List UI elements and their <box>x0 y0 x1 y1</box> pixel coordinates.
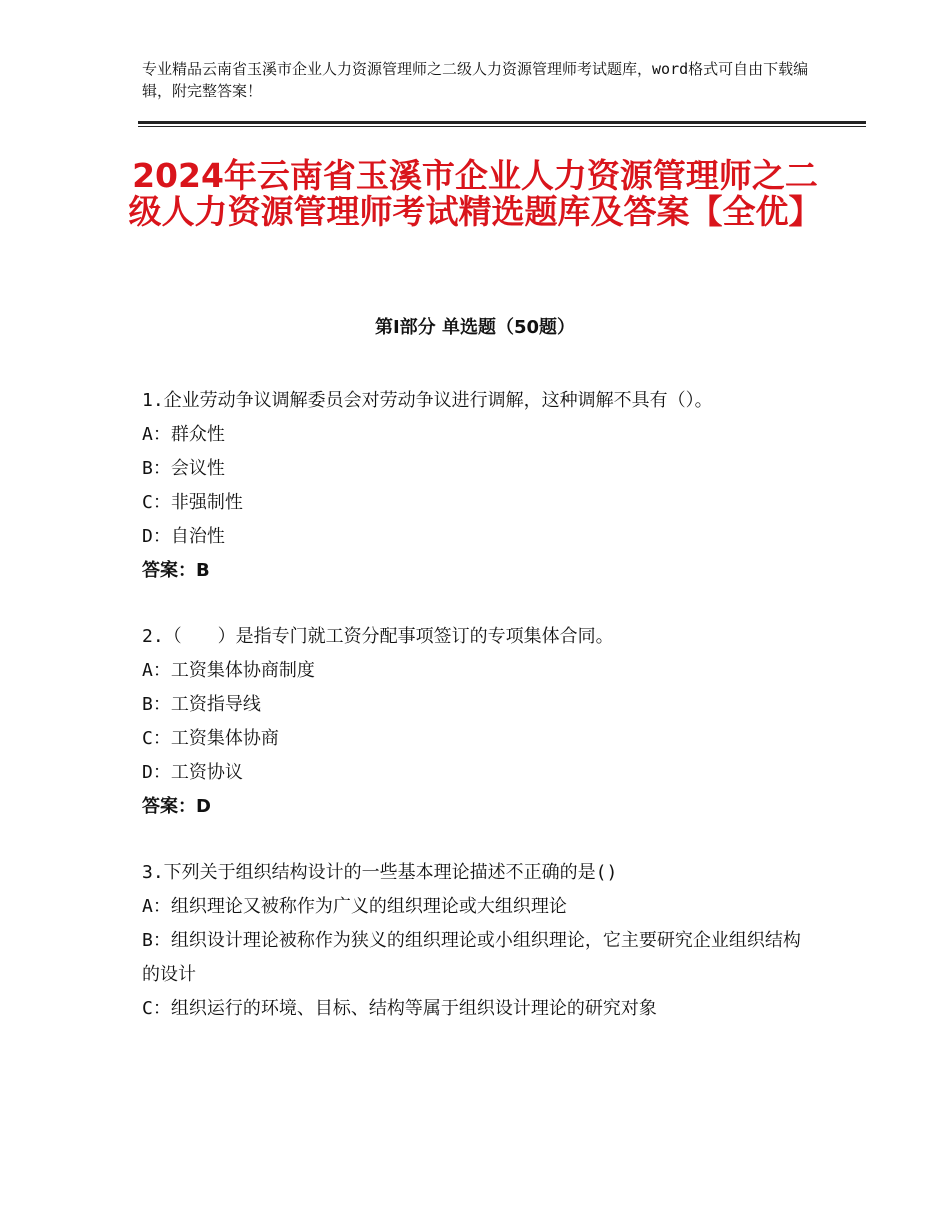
answer: 答案：D <box>142 796 211 817</box>
option-d: D：自治性 <box>142 526 225 547</box>
question-stem: 2.（ ）是指专门就工资分配事项签订的专项集体合同。 <box>142 626 614 647</box>
header-note: 专业精品云南省玉溪市企业人力资源管理师之二级人力资源管理师考试题库，word格式可自由下载编辑，附完整答案！ <box>142 60 809 100</box>
question-list <box>142 384 812 1058</box>
header-divider-thick <box>138 121 866 124</box>
option-a: A：工资集体协商制度 <box>142 660 315 681</box>
section-title: 第Ⅰ部分 单选题（50题） <box>374 317 575 338</box>
option-b: B：会议性 <box>142 458 225 479</box>
document-title: 2024年云南省玉溪市企业人力资源管理师之二级人力资源管理师考试精选题库及答案【全优】 <box>128 156 822 231</box>
option-b: B：组织设计理论被称作为狭义的组织理论或小组织理论，它主要研究企业组织结构的设计 <box>142 930 801 985</box>
question-stem: 3.下列关于组织结构设计的一些基本理论描述不正确的是() <box>142 862 618 883</box>
option-b: B：工资指导线 <box>142 694 261 715</box>
option-c: C：非强制性 <box>142 492 243 513</box>
option-a: A：组织理论又被称作为广义的组织理论或大组织理论 <box>142 896 567 917</box>
option-c: C：组织运行的环境、目标、结构等属于组织设计理论的研究对象 <box>142 998 657 1019</box>
header-divider-thin <box>138 126 866 127</box>
question-2 <box>142 620 812 824</box>
option-d: D：工资协议 <box>142 762 243 783</box>
question-3 <box>142 856 812 1026</box>
option-a: A：群众性 <box>142 424 225 445</box>
option-c: C：工资集体协商 <box>142 728 279 749</box>
question-stem: 1.企业劳动争议调解委员会对劳动争议进行调解，这种调解不具有（）。 <box>142 390 713 411</box>
answer: 答案：B <box>142 560 210 581</box>
question-1 <box>142 384 812 588</box>
